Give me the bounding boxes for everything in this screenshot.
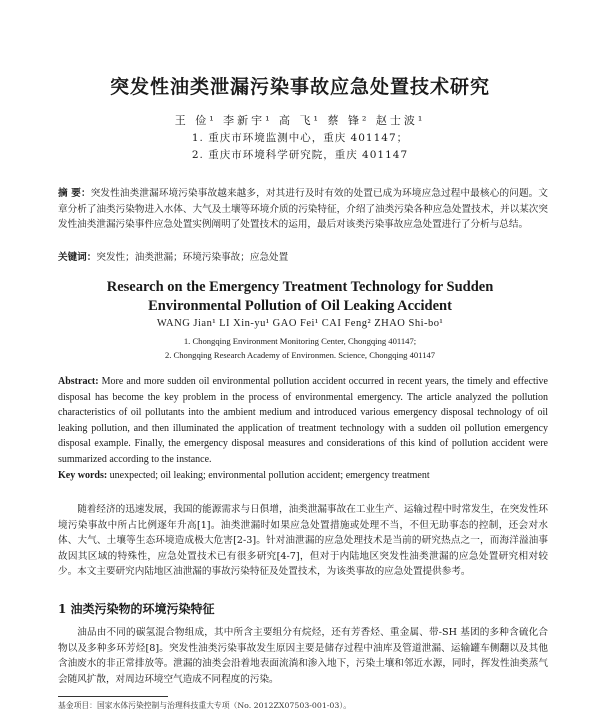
affiliation-en-2: 2. Chongqing Research Academy of Environmen. Science, Chongqing 401147 [164,350,436,360]
keywords-en [58,468,548,484]
keywords-cn-text: 突发性；油类泄漏；环境污染事故；应急处置 [96,252,289,263]
author-list-cn: 王 俭¹ 李新宇¹ 高 飞¹ 蔡 锋² 赵士波¹ [174,114,426,127]
abstract-en-label: Abstract: [58,376,99,387]
intro-paragraph: 随着经济的迅速发展，我国的能源需求与日俱增，油类泄漏事故在工业生产、运输过程中时常发生，在突发性环境污染事故中所占比例逐年升高[1]。油类泄漏时如果应急处置措施或处理不当，不但无助事态的控制，还会对水体、大气、土壤等生态环境造成极大危害[2-3]。针对油泄漏的应急处理技术是当前的研究热点之一，而海洋溢油事故因其区域的特殊性，应急处置技术已有很多研究[4-7]，但对于内陆地区突发性油类泄漏的应急处置研究相对较少。本文主要研究内陆地区油泄漏的事故污染特征及处置技术，为该类事故的应急处置提供参考。 [58,504,548,577]
funding-footnote: 基金项目：国家水体污染控制与治理科技重大专项（No. 2012ZX07503-001-03）。 [58,701,352,710]
keywords-en-text: unexpected; oil leaking; environmental pollution accident; emergency treatment [109,470,430,481]
paper-title-en-line2: Environmental Pollution of Oil Leaking Accident [148,298,452,314]
abstract-en-text: More and more sudden oil environmental pollution accident occurred in recent years, the timely and effective disposal has become the key problem in the process of environmental emergency. The article analyzed the pollution characteristics of oil pollutants into the ambient medium and introduced various emergency disposal technology of oil leaking pollution, and then illuminated the application of treatment technology with a sudden oil pollution emergency disposal example. Finally, the emergency disposal measures and considerations of this kind of pollution accident were summarized according to the instance. [58,376,548,465]
abstract-cn-text: 突发性油类泄漏环境污染事故越来越多，对其进行及时有效的处置已成为环境应急过程中最核心的问题。文章分析了油类污染物进入水体、大气及土壤等环境介质的污染特征，介绍了油类污染各种应急处置技术，并以某次突发性油类泄漏污染事件应急处置实例阐明了处置技术的运用，最后对该类污染事故应急处置进行了分析与总结。 [58,188,549,230]
abstract-en [58,374,548,467]
abstract-cn [58,186,548,233]
affiliation-cn-1: 1. 重庆市环境监测中心，重庆 401147； [191,132,409,144]
paper-title-cn: 突发性油类泄漏污染事故应急处置技术研究 [109,76,490,98]
footnote-divider [58,696,168,697]
author-list-en: WANG Jian¹ LI Xin-yu¹ GAO Fei¹ CAI Feng² ZHAO Shi-bo¹ [156,318,444,329]
affiliation-en-1: 1. Chongqing Environment Monitoring Center, Chongqing 401147; [183,336,417,346]
paper-title-en-line1: Research on the Emergency Treatment Technology for Sudden [106,279,494,295]
keywords-cn [58,250,548,266]
section-1-paragraph: 油品由不同的碳氢混合物组成，其中所含主要组分有烷烃，还有芳香烃、重金属、带-SH 基团的多种含硫化合物以及多种多环芳烃[8]。突发性油类污染事故发生原因主要是储存过程中油库及管道泄漏、运输罐车侧翻以及其他含油废水的非正常排放等。泄漏的油类会沿着地表面流淌和渗入地下，污染土壤和邻近水源，同时，挥发性油类蒸气会随风扩散，对周边环境空气造成不同程度的污染。 [58,627,548,685]
keywords-en-label: Key words: [58,470,108,481]
abstract-cn-label: 摘 要： [58,188,91,199]
affiliation-cn-2: 2. 重庆市环境科学研究院，重庆 401147 [191,149,409,161]
section-1-heading: 1 油类污染物的环境污染特征 [58,602,215,616]
keywords-cn-label: 关键词： [58,252,97,263]
